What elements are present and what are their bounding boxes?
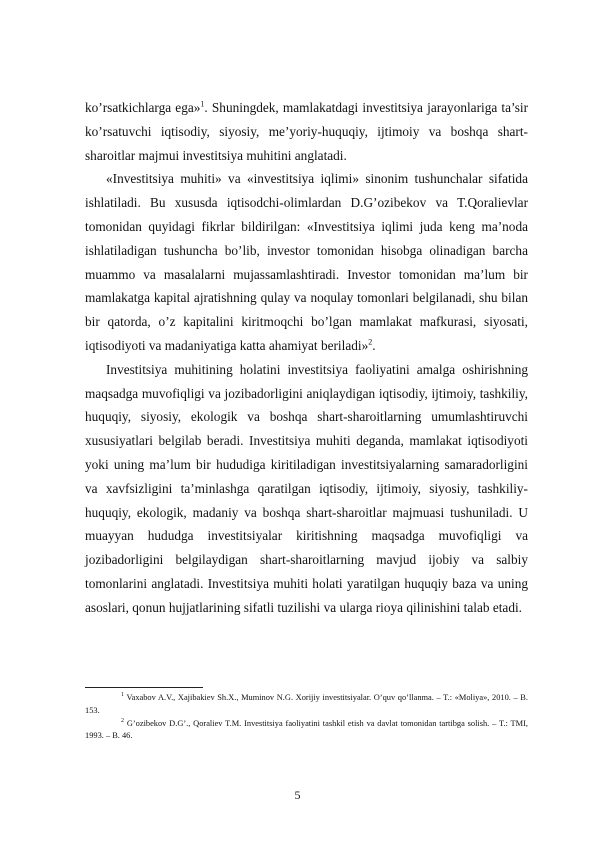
footnote-1-mark: 1 <box>121 692 124 699</box>
paragraph-2 <box>85 167 528 357</box>
footnote-2-mark: 2 <box>121 717 124 724</box>
footnote-ref-1[interactable]: 1 <box>200 99 205 109</box>
page-body <box>85 96 528 620</box>
paragraph-3: Investitsiya muhitining holatini investitsiya faoliyatini amalga oshirishning maqsadga muvofiqligi va jozibadorligini aniqlaydigan iqtisodiy, ijtimoiy, tashkiliy, huquqiy, siyosiy, ekologik va boshqa shart-sharoitlarning umumlashtiruvchi xususiyatlari belgilab beradi. Investitsiya muhiti deganda, mamlakat iqtisodiyoti yoki uning ma’lum bir hududiga kiritiladigan investitsiyalarning samaradorligini va xavfsizligini ta’minlashga qaratilgan iqtisodiy, ijtimoiy, siyosiy, tashkiliy-huquqiy, ekologik, madaniy va boshqa shart-sharoitlar majmuasi tushuniladi. U muayyan hududga investitsiyalar kiritishning maqsadga muvofiqligi va jozibadorligini belgilaydigan shart-sharoitlarning mavjud ijobiy va salbiy tomonlarini anglatadi. Investitsiya muhiti holati yaratilgan huquqiy baza va uning asoslari, qonun hujjatlarining sifatli tuzilishi va ularga rioya qilinishini talab etadi. <box>85 361 528 615</box>
page-number: 5 <box>294 788 301 802</box>
paragraph-1-text-end: . Shuningdek, mamlakatdagi investitsiya jarayonlariga ta’sir ko’rsatuvchi iqtisodiy, siyosiy, me’yoriy-huquqiy, ijtimoiy va boshqa shart-sharoitlar majmui investitsiya muhitini anglatadi. <box>85 100 529 163</box>
footnotes <box>85 692 528 743</box>
footnote-separator <box>85 687 203 688</box>
paragraph-1-text-start: ko’rsatkichlarga ega» <box>85 100 201 115</box>
footnote-1-text: Vaxabov A.V., Xajibakiev Sh.X., Muminov N.G. Xorijiy investitsiyalar. O’quv qo’llanma. – T.: «Moliya», 2010. – B. 153. <box>85 693 528 715</box>
footnote-2-text: G’ozibekov D.G’., Qoraliev T.M. Investitsiya faoliyatini tashkil etish va davlat tomonidan tartibga solish. – T.: TMI, 1993. – B. 46. <box>85 718 528 741</box>
paragraph-2-text-end: . <box>372 337 376 353</box>
footnote-2 <box>85 718 528 744</box>
paragraph-1 <box>85 96 528 167</box>
footnote-ref-2[interactable]: 2 <box>368 337 373 347</box>
footnote-1 <box>85 692 528 718</box>
paragraph-2-text-start: «Investitsiya muhiti» va «investitsiya iqlimi» sinonim tushunchalar sifatida ishlatiladi. Bu xususda iqtisodchi-olimlardan D.G’ozibekov va T.Qoralievlar tomonidan quyidagi fikrlar bildirilgan: «Investitsiya iqlimi juda keng ma’noda ishlatiladigan tushuncha bo’lib, investor tomonidan hisobga olinadigan barcha muammo va masalalarni mujassamlashtiradi. Investor tomonidan ma’lum bir mamlakatga kapital ajratishning qulay va noqulay tomonlari belgilanadi, shu bilan bir qatorda, o’z kapitalini kiritmoqchi bo’lgan mamlakat mafkurasi, siyosati, iqtisodiyoti va madaniyatiga katta ahamiyat beriladi» <box>85 171 528 353</box>
